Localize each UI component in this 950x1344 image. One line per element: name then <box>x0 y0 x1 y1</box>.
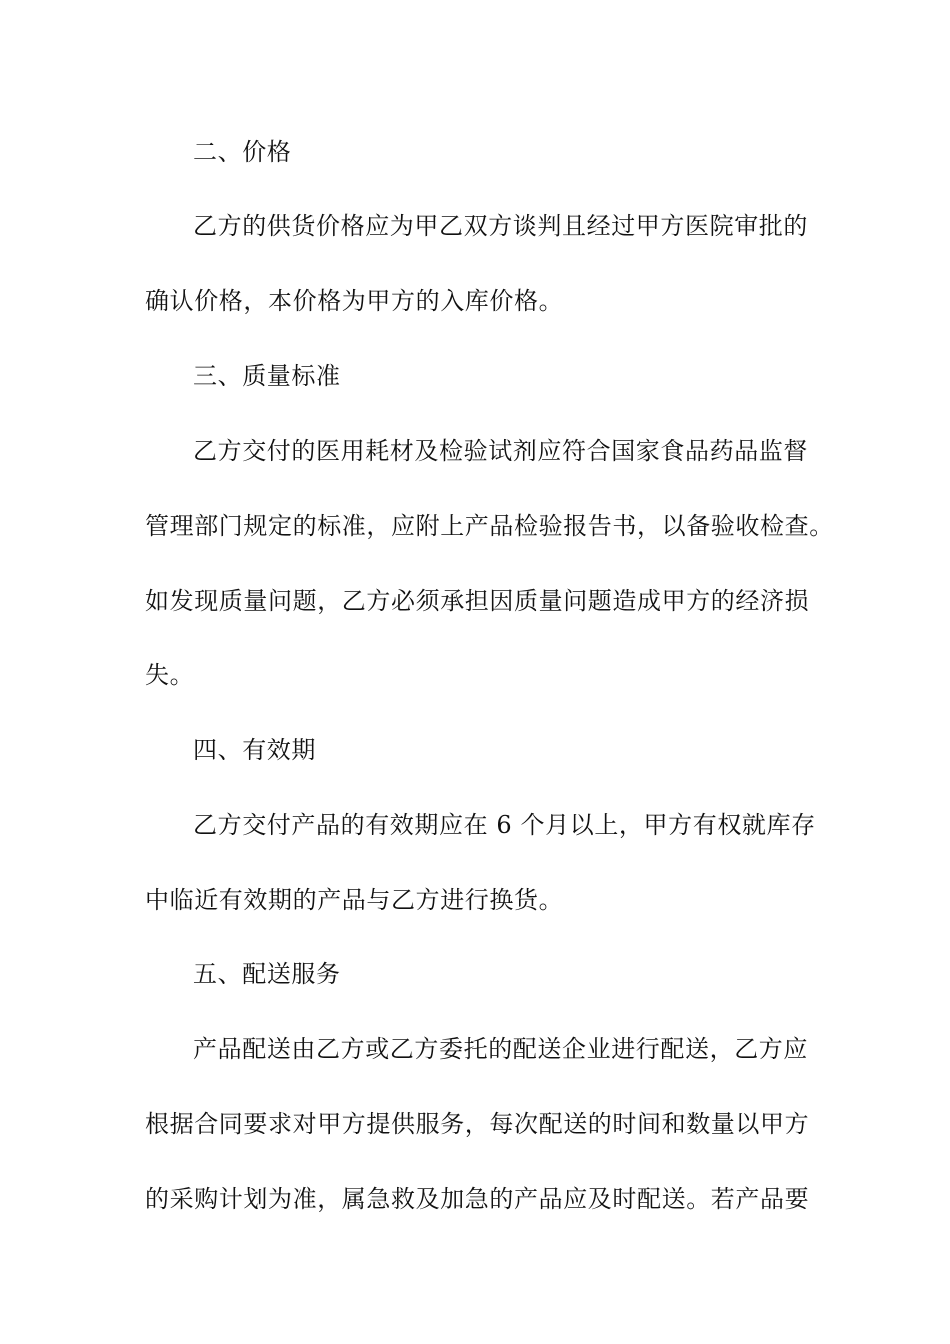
section-heading-price: 二、价格 <box>193 138 292 166</box>
paragraph-line: 管理部门规定的标准，应附上产品检验报告书，以备验收检查。 <box>145 512 834 540</box>
section-heading-delivery: 五、配送服务 <box>193 960 341 988</box>
paragraph-line: 失。 <box>145 661 195 689</box>
section-heading-validity: 四、有效期 <box>193 736 316 764</box>
paragraph-line: 乙方交付的医用耗材及检验试剂应符合国家食品药品监督 <box>193 437 808 465</box>
paragraph-line: 如发现质量问题，乙方必须承担因质量问题造成甲方的经济损 <box>145 587 810 615</box>
paragraph-line: 乙方的供货价格应为甲乙双方谈判且经过甲方医院审批的 <box>193 212 808 240</box>
paragraph-line: 确认价格，本价格为甲方的入库价格。 <box>145 287 564 315</box>
section-heading-quality: 三、质量标准 <box>193 362 341 390</box>
paragraph-line: 根据合同要求对甲方提供服务，每次配送的时间和数量以甲方 <box>145 1110 810 1138</box>
paragraph-line: 产品配送由乙方或乙方委托的配送企业进行配送，乙方应 <box>193 1035 808 1063</box>
paragraph-line: 中临近有效期的产品与乙方进行换货。 <box>145 886 564 914</box>
paragraph-line: 的采购计划为准，属急救及加急的产品应及时配送。若产品要 <box>145 1185 810 1213</box>
paragraph-line: 乙方交付产品的有效期应在 6 个月以上，甲方有权就库存 <box>193 811 816 839</box>
